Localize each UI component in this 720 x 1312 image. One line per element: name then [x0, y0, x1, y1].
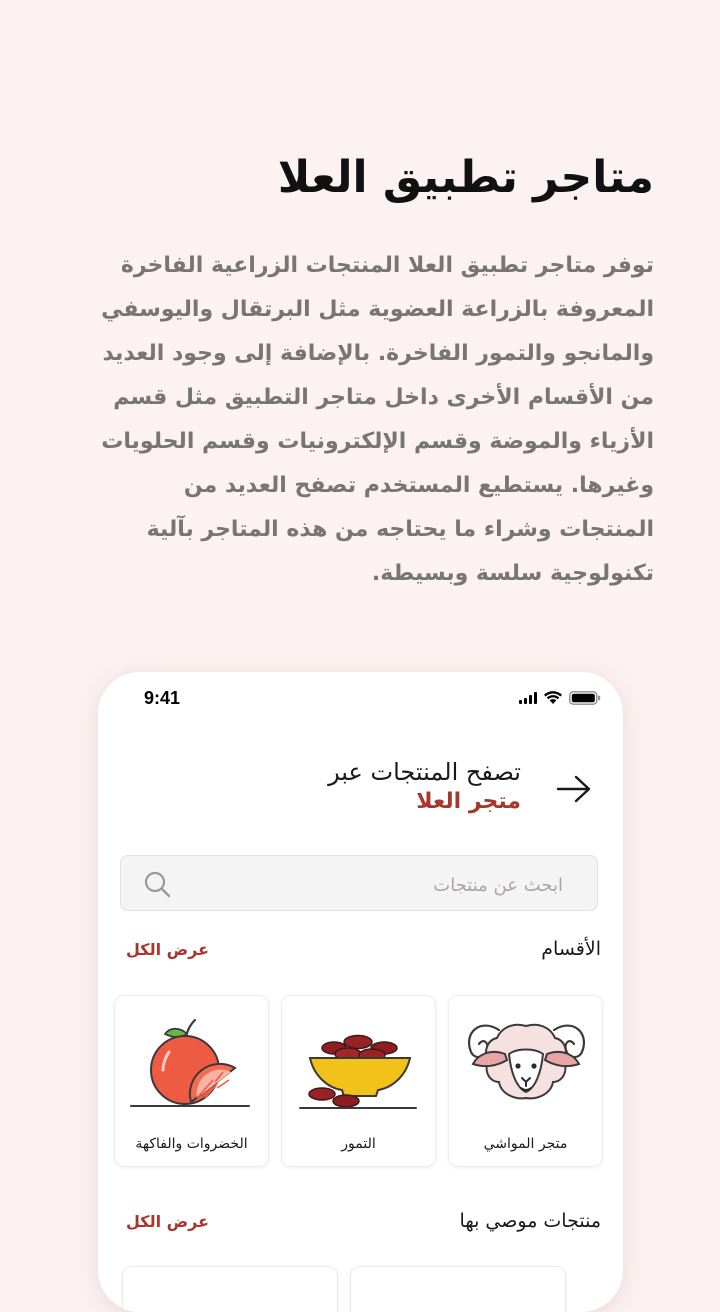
status-icons: [519, 691, 601, 705]
status-bar: [98, 672, 623, 728]
recommended-see-all-link[interactable]: عرض الكل: [126, 1211, 210, 1231]
category-label: متجر المواشي: [483, 1136, 568, 1152]
search-icon[interactable]: [143, 870, 171, 898]
category-label: التمور: [341, 1136, 376, 1152]
search-box: [120, 855, 598, 911]
headline: متاجر تطبيق العلا: [277, 152, 654, 203]
back-button[interactable]: [554, 772, 594, 806]
category-card-livestock[interactable]: [448, 995, 603, 1167]
category-label: الخضروات والفاكهة: [135, 1136, 248, 1152]
category-card-dates[interactable]: [281, 995, 436, 1167]
signal-icon: [519, 692, 537, 704]
product-card[interactable]: [122, 1266, 338, 1312]
dates-bowl-icon: [292, 1008, 427, 1118]
categories-list: [114, 995, 604, 1167]
phone-mockup: [98, 672, 623, 1312]
page-title: [201, 756, 521, 816]
grapefruit-icon: [125, 1008, 260, 1118]
categories-title: الأقسام: [541, 938, 601, 960]
battery-icon: [569, 691, 601, 705]
status-time: 9:41: [144, 688, 181, 708]
description-paragraph: توفر متاجر تطبيق العلا المنتجات الزراعية الفاخرة المعروفة بالزراعة العضوية مثل البرتقال واليوسفي والمانجو والتمور الفاخرة. بالإضافة إلى وجود العديد من الأقسام الأخرى داخل متاجر التطبيق مثل قسم الأزياء والموضة وقسم الإلكترونيات وقسم الحلويات وغيرها. يستطيع المستخدم تصفح العديد من المنتجات وشراء ما يحتاجه من هذه المتاجر بآلية تكنولوجية سلسة وبسيطة.: [101, 253, 654, 586]
page-title-line2: متجر العلا: [416, 789, 521, 814]
recommended-header: [126, 1206, 601, 1236]
categories-header: [126, 934, 601, 964]
wifi-icon: [543, 691, 563, 705]
page-title-line1: تصفح المنتجات عبر: [328, 758, 521, 786]
search-input[interactable]: [201, 856, 565, 914]
product-card[interactable]: [350, 1266, 566, 1312]
sheep-icon: [459, 1008, 594, 1118]
category-card-vegetables-fruits[interactable]: [114, 995, 269, 1167]
categories-see-all-link[interactable]: عرض الكل: [126, 939, 210, 959]
recommended-title: منتجات موصي بها: [459, 1210, 601, 1232]
arrow-right-icon: [556, 775, 592, 803]
